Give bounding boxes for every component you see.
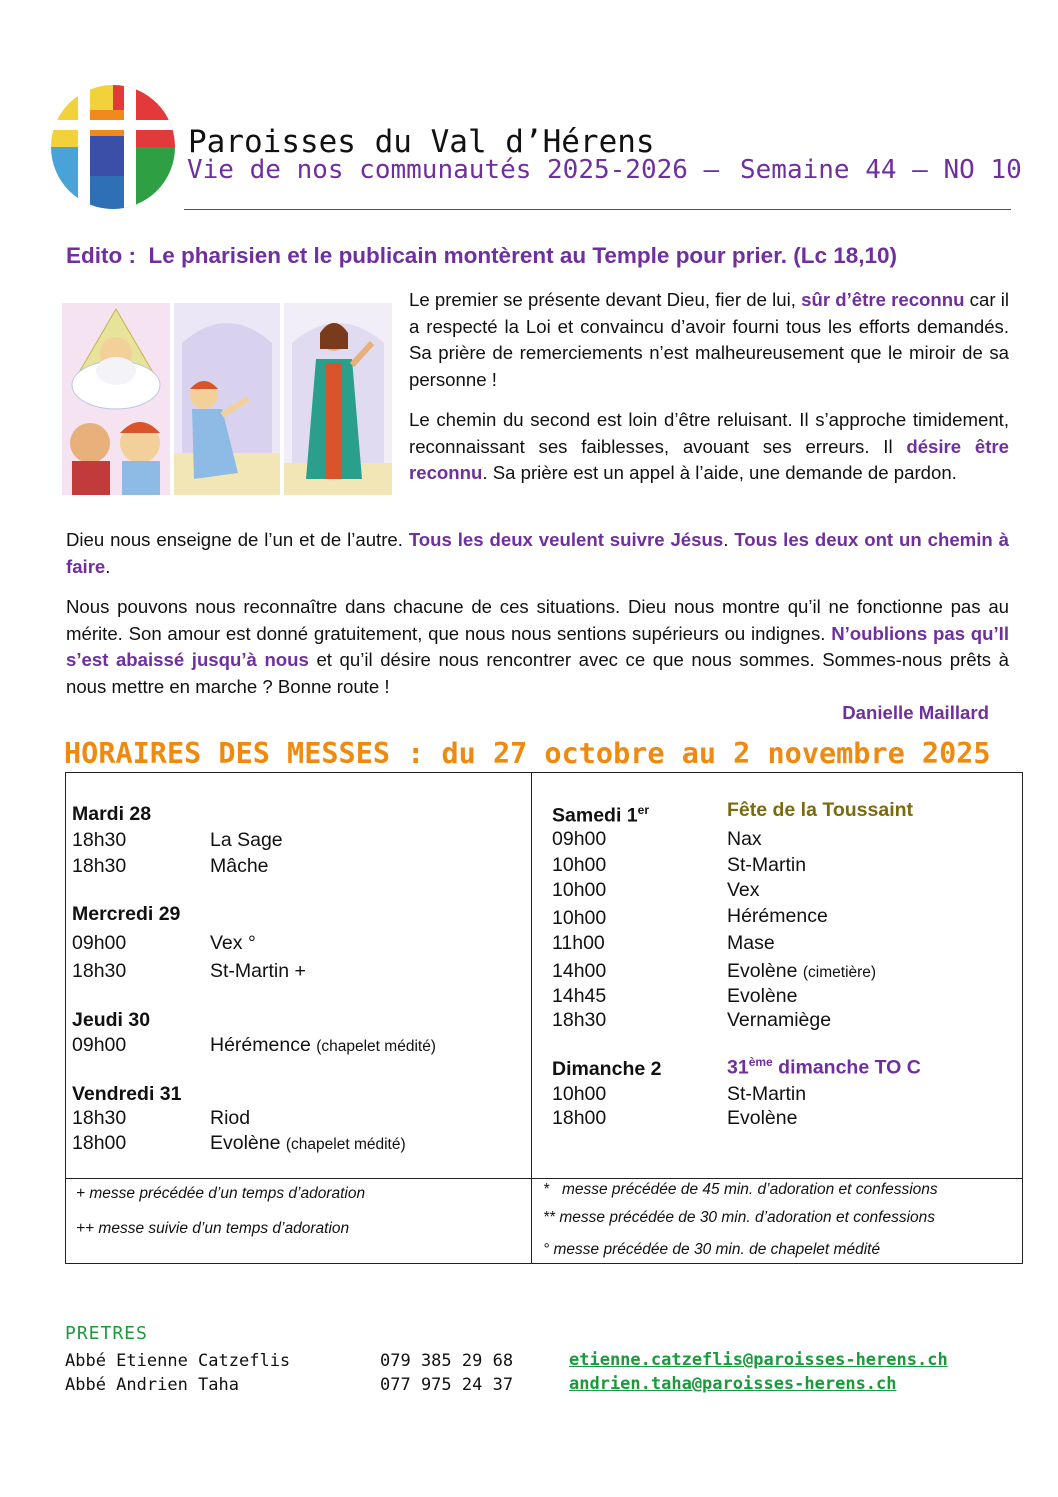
edito-paragraph-4: Nous pouvons nous reconnaître dans chacune de ces situations. Dieu nous montre qu’il ne fonctionne pas au mérite. Son amour est donné gratuitement, que nous nous sentions supérieurs ou indignes. N’oublions pas qu’Il s’est abaissé jusqu’à nous et qu’il désire nous rencontrer avec ce que nous sommes. Sommes-nous prêts à nous mettre en marche ? Bonne route ! (66, 596, 1010, 697)
schedule-title: HORAIRES DES MESSES : du 27 octobre au 2 novembre 2025 (64, 737, 991, 770)
note-30-min-adoration: ** messe précédée de 30 min. d’adoration et confessions (543, 1209, 936, 1226)
header-divider (184, 209, 1011, 210)
priest-2-name: Abbé Andrien Taha (65, 1375, 239, 1395)
day-mercredi: Mercredi 29 (72, 903, 181, 925)
note-45-min: * messe précédée de 45 min. d’adoration et confessions (543, 1181, 938, 1198)
priest-2-email-link[interactable]: andrien.taha@paroisses-herens.ch (569, 1374, 897, 1394)
priest-1-phone: 079 385 29 68 (380, 1351, 514, 1371)
day-mardi: Mardi 28 (72, 803, 152, 825)
edito-label: Edito (66, 243, 123, 268)
priest-1-email-link[interactable]: etienne.catzeflis@paroisses-herens.ch (569, 1350, 948, 1370)
page-title: Paroisses du Val d’Hérens (188, 124, 655, 160)
samedi-feast: Fête de la Toussaint (727, 799, 914, 821)
note-30-min-chapelet: ° messe précédée de 30 min. de chapelet médité (543, 1241, 881, 1258)
week-number: Semaine 44 – NO 10 (740, 155, 1022, 185)
priests-heading: PRETRES (65, 1323, 148, 1344)
page-subtitle: Vie de nos communautés 2025-2026 – (187, 155, 720, 185)
edito-heading (66, 243, 897, 269)
day-samedi: Samedi 1er (552, 803, 649, 827)
edito-title: Le pharisien et le publicain montèrent au Temple pour prier. (Lc 18,10) (148, 243, 898, 268)
day-vendredi: Vendredi 31 (72, 1083, 182, 1105)
priest-2-phone: 077 975 24 37 (380, 1375, 514, 1395)
day-jeudi: Jeudi 30 (72, 1009, 151, 1031)
note-adoration-after: ++ messe suivie d’un temps d’adoration (76, 1220, 350, 1237)
pharisee-publican-illustration (62, 303, 392, 495)
parish-logo (50, 84, 176, 210)
priest-1-name: Abbé Etienne Catzeflis (65, 1351, 291, 1371)
dimanche-label: 31ème dimanche TO C (727, 1055, 921, 1079)
schedule-notes-divider (65, 1178, 1023, 1179)
edito-paragraph-2: Le chemin du second est loin d’être reluisant. Il s’approche timidement, reconnaissant ses faiblesses, avouant ses erreurs. Il désire être reconnu. Sa prière est un appel à l’aide, une demande de pardon. (409, 409, 1009, 484)
edito-paragraph-1: Le premier se présente devant Dieu, fier de lui, sûr d’être reconnu car il a respecté la Loi et convaincu d’avoir fourni tous les efforts demandés. Sa prière de remerciements n’est malheureusement que le miroir de sa personne ! (409, 289, 1009, 390)
schedule-column-divider (531, 772, 532, 1264)
edito-signature: Danielle Maillard (842, 702, 989, 723)
note-adoration-before: + messe précédée d’un temps d’adoration (76, 1185, 366, 1202)
edito-paragraph-3: Dieu nous enseigne de l’un et de l’autre. Tous les deux veulent suivre Jésus. Tous les deux ont un chemin à faire. (66, 529, 1009, 577)
edito-sep: : (122, 243, 149, 268)
day-dimanche: Dimanche 2 (552, 1058, 662, 1080)
